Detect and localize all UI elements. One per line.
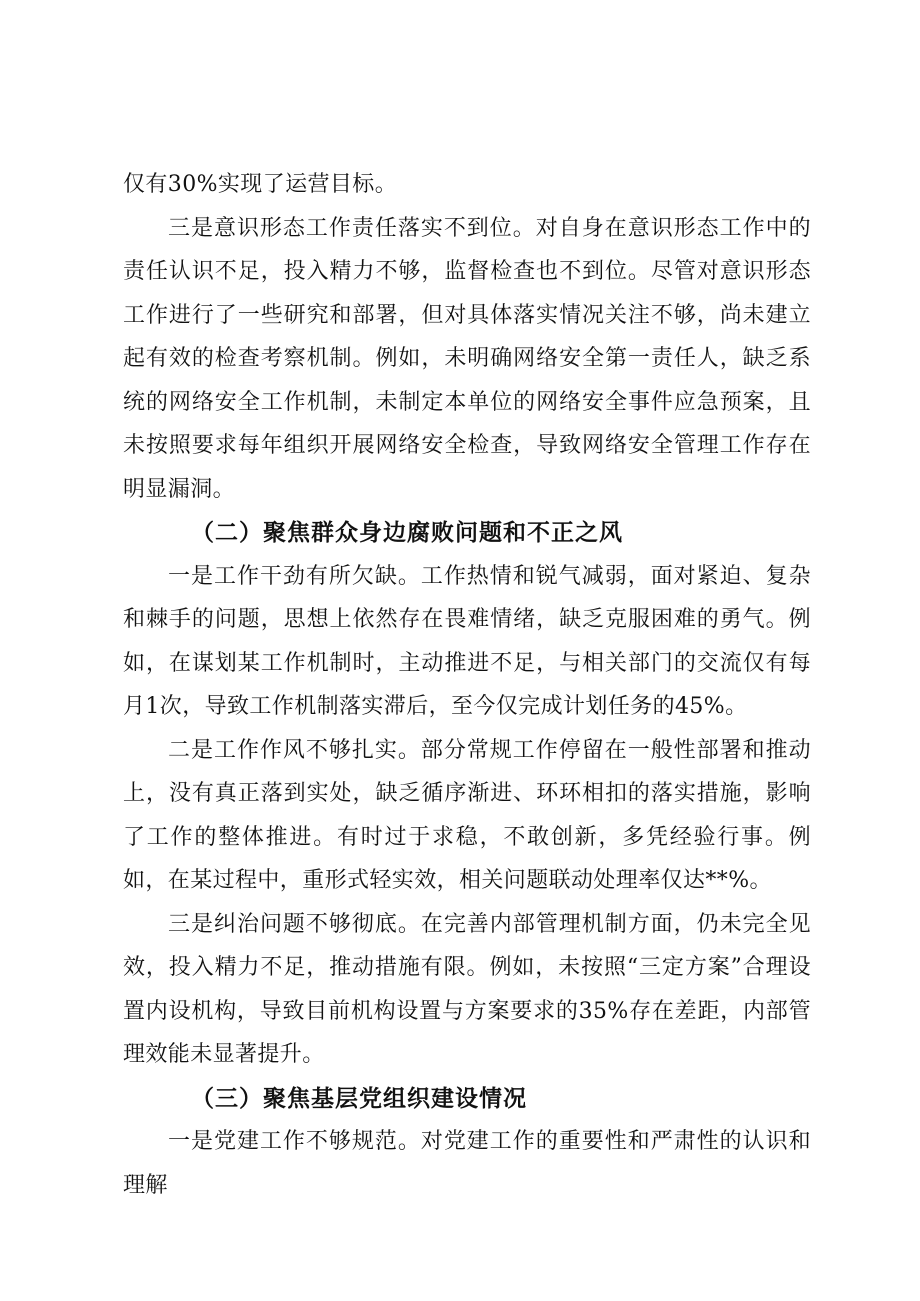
paragraph-rectification: 三是纠治问题不够彻底。在完善内部管理机制方面，仍未完全见效，投入精力不足，推动措施有限。例如，未按照“三定方案”合理设置内设机构，导致目前机构设置与方案要求的35%存在差距，内部管理效能未显著提升。 [123,911,811,1067]
paragraph-ideology-responsibility: 三是意识形态工作责任落实不到位。对自身在意识形态工作中的责任认识不足，投入精力不够，监督检查也不到位。尽管对意识形态工作进行了一些研究和部署，但对具体落实情况关注不够，尚未建立起有效的检查考察机制。例如，未明确网络安全第一责任人，缺乏系统的网络安全工作机制，未制定本单位的网络安全事件应急预案，且未按照要求每年组织开展网络安全检查，导致网络安全管理工作存在明显漏洞。 [123,215,811,502]
paragraph-continuation: 仅有30%实现了运营目标。 [123,172,398,197]
document-body [123,163,811,1207]
paragraph-party-building: 一是党建工作不够规范。对党建工作的重要性和严肃性的认识和理解 [123,1129,811,1198]
paragraph-work-style: 二是工作作风不够扎实。部分常规工作停留在一般性部署和推动上，没有真正落到实处，缺乏循序渐进、环环相扣的落实措施，影响了工作的整体推进。有时过于求稳，不敢创新，多凭经验行事。例如，在某过程中，重形式轻实效，相关问题联动处理率仅达**%。 [123,737,811,893]
section-heading-two: （二）聚焦群众身边腐败问题和不正之风 [191,519,623,546]
paragraph-work-drive: 一是工作干劲有所欠缺。工作热情和锐气减弱，面对紧迫、复杂和棘手的问题，思想上依然存在畏难情绪，缺乏克服困难的勇气。例如，在谋划某工作机制时，主动推进不足，与相关部门的交流仅有每月1次，导致工作机制落实滞后，至今仅完成计划任务的45%。 [123,563,811,719]
section-heading-three: （三）聚焦基层党组织建设情况 [191,1084,527,1112]
